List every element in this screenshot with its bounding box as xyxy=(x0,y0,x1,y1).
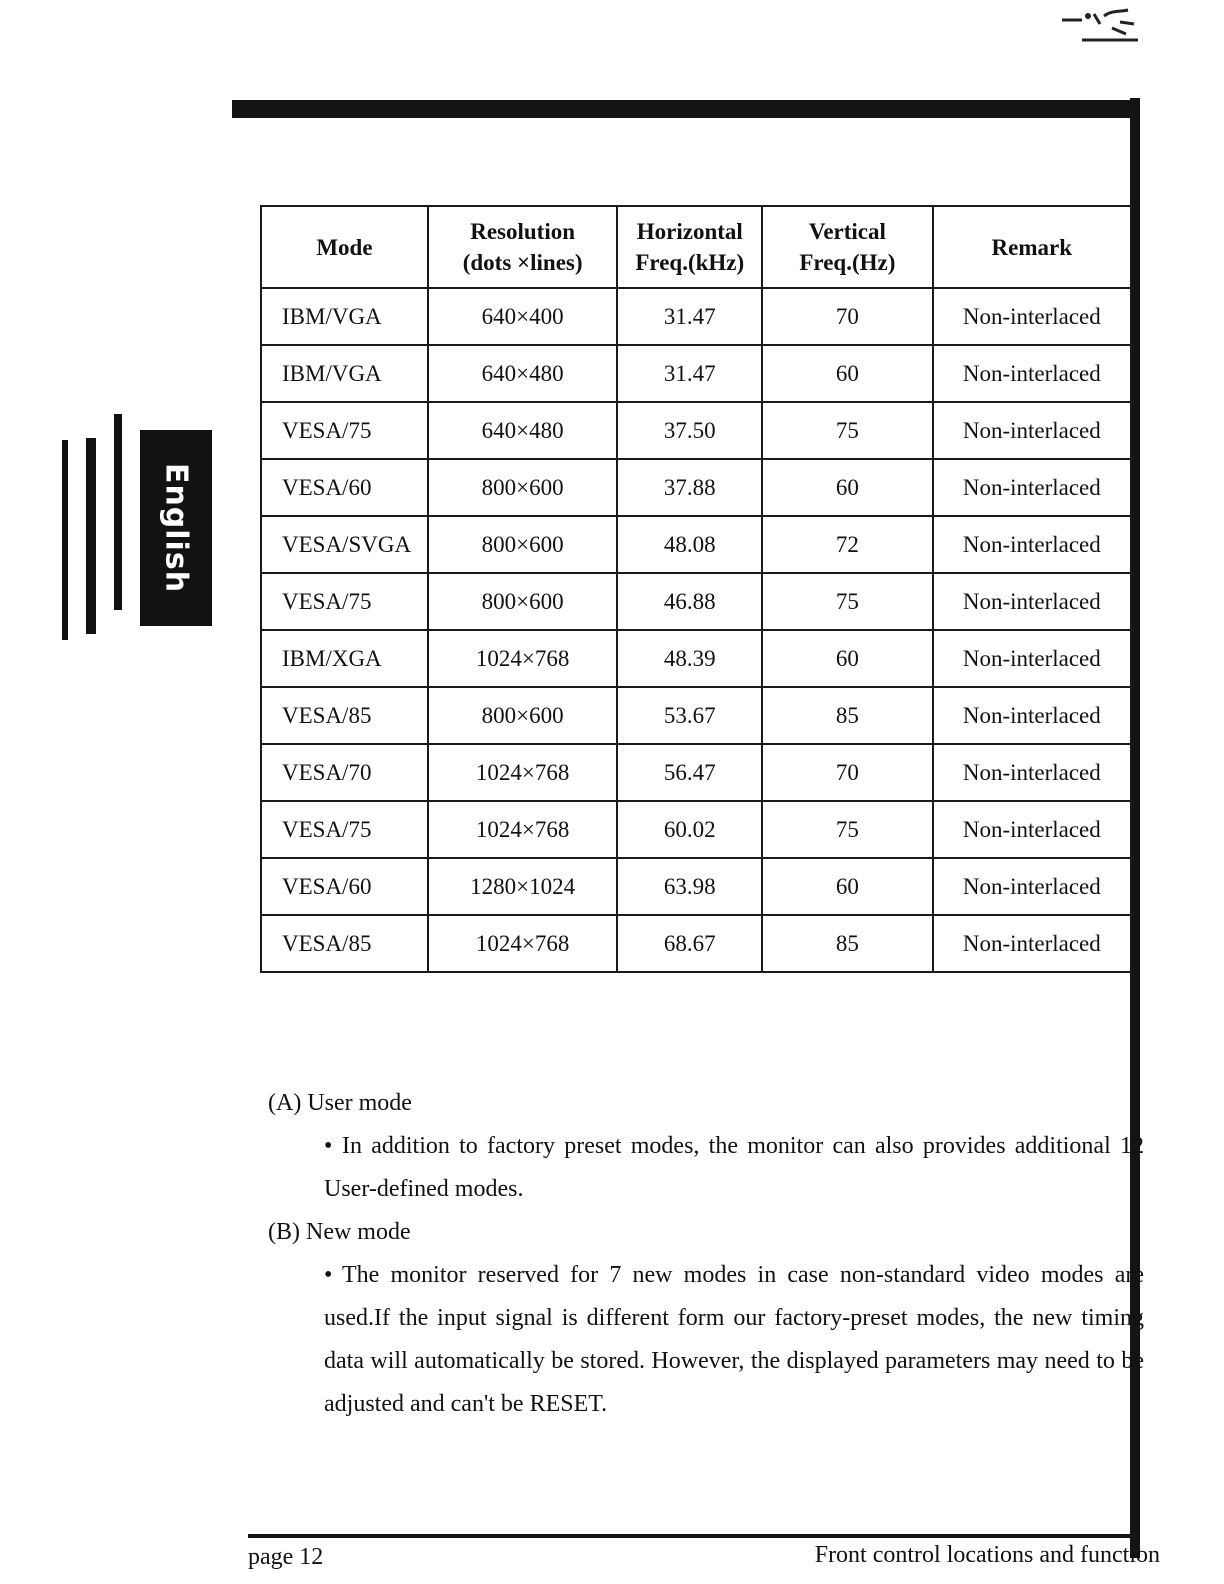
table-row xyxy=(261,801,1131,858)
mode-cell: VESA/60 xyxy=(261,858,428,915)
table-row xyxy=(261,687,1131,744)
language-tab xyxy=(140,430,212,626)
table-row xyxy=(261,345,1131,402)
resolution-cell: 800×600 xyxy=(428,687,618,744)
language-tab-label: English xyxy=(158,462,194,594)
remark-cell: Non-interlaced xyxy=(933,573,1131,630)
table-row xyxy=(261,858,1131,915)
mode-cell: IBM/VGA xyxy=(261,345,428,402)
remark-cell: Non-interlaced xyxy=(933,687,1131,744)
header-horizontal-freq: Horizontal Freq.(kHz) xyxy=(617,206,762,288)
notes-section xyxy=(268,1082,1144,1426)
vertical-freq-cell: 60 xyxy=(762,630,932,687)
vertical-freq-cell: 75 xyxy=(762,402,932,459)
horizontal-freq-cell: 48.08 xyxy=(617,516,762,573)
table-row xyxy=(261,630,1131,687)
vertical-freq-cell: 85 xyxy=(762,915,932,972)
header-vertical-freq: Vertical Freq.(Hz) xyxy=(762,206,932,288)
horizontal-freq-cell: 37.50 xyxy=(617,402,762,459)
horizontal-freq-cell: 37.88 xyxy=(617,459,762,516)
mode-cell: VESA/75 xyxy=(261,801,428,858)
table-row xyxy=(261,459,1131,516)
horizontal-freq-cell: 68.67 xyxy=(617,915,762,972)
mode-cell: VESA/85 xyxy=(261,915,428,972)
mode-cell: VESA/85 xyxy=(261,687,428,744)
table-header xyxy=(261,206,1131,288)
resolution-cell: 1024×768 xyxy=(428,801,618,858)
horizontal-freq-cell: 60.02 xyxy=(617,801,762,858)
resolution-cell: 1024×768 xyxy=(428,915,618,972)
remark-cell: Non-interlaced xyxy=(933,801,1131,858)
remark-cell: Non-interlaced xyxy=(933,402,1131,459)
mode-cell: IBM/VGA xyxy=(261,288,428,345)
table-body xyxy=(261,288,1131,972)
horizontal-freq-cell: 31.47 xyxy=(617,345,762,402)
top-rule xyxy=(232,100,1140,118)
side-bar xyxy=(62,440,68,640)
mode-cell: IBM/XGA xyxy=(261,630,428,687)
vertical-freq-cell: 60 xyxy=(762,345,932,402)
mode-cell: VESA/SVGA xyxy=(261,516,428,573)
resolution-cell: 800×600 xyxy=(428,516,618,573)
horizontal-freq-cell: 46.88 xyxy=(617,573,762,630)
side-bar xyxy=(86,438,96,634)
user-mode-text: • In addition to factory preset modes, the monitor can also provides additional 12 User-defined modes. xyxy=(324,1125,1144,1211)
header-resolution: Resolution (dots ×lines) xyxy=(428,206,618,288)
table-row xyxy=(261,744,1131,801)
horizontal-freq-cell: 48.39 xyxy=(617,630,762,687)
resolution-cell: 1280×1024 xyxy=(428,858,618,915)
resolution-cell: 640×480 xyxy=(428,345,618,402)
table-row xyxy=(261,573,1131,630)
horizontal-freq-cell: 31.47 xyxy=(617,288,762,345)
vertical-freq-cell: 75 xyxy=(762,573,932,630)
resolution-cell: 800×600 xyxy=(428,573,618,630)
vertical-freq-cell: 85 xyxy=(762,687,932,744)
resolution-cell: 1024×768 xyxy=(428,630,618,687)
resolution-cell: 640×480 xyxy=(428,402,618,459)
remark-cell: Non-interlaced xyxy=(933,516,1131,573)
vertical-freq-cell: 70 xyxy=(762,288,932,345)
new-mode-text: • The monitor reserved for 7 new modes in case non-standard video modes are used.If the input signal is different form our factory-preset modes, the new timing data will automatically be stored. However, the displayed parameters may need to be adjusted and can't be RESET. xyxy=(324,1254,1144,1426)
side-bar xyxy=(114,414,122,610)
corner-scan-mark xyxy=(1042,6,1142,46)
table-row xyxy=(261,288,1131,345)
mode-cell: VESA/75 xyxy=(261,402,428,459)
section-title: Front control locations and function xyxy=(814,1542,1160,1568)
vertical-freq-cell: 60 xyxy=(762,858,932,915)
vertical-freq-cell: 70 xyxy=(762,744,932,801)
bullet: • xyxy=(324,1262,333,1288)
table-row xyxy=(261,402,1131,459)
remark-cell: Non-interlaced xyxy=(933,915,1131,972)
table-row xyxy=(261,516,1131,573)
resolution-cell: 640×400 xyxy=(428,288,618,345)
resolution-cell: 800×600 xyxy=(428,459,618,516)
header-mode: Mode xyxy=(261,206,428,288)
vertical-freq-cell: 60 xyxy=(762,459,932,516)
new-mode-heading: (B) New mode xyxy=(268,1219,411,1245)
timing-modes-table xyxy=(260,205,1132,973)
page-number: page 12 xyxy=(248,1544,324,1570)
remark-cell: Non-interlaced xyxy=(933,345,1131,402)
remark-cell: Non-interlaced xyxy=(933,288,1131,345)
header-remark: Remark xyxy=(933,206,1131,288)
horizontal-freq-cell: 53.67 xyxy=(617,687,762,744)
mode-cell: VESA/60 xyxy=(261,459,428,516)
horizontal-freq-cell: 56.47 xyxy=(617,744,762,801)
remark-cell: Non-interlaced xyxy=(933,630,1131,687)
mode-cell: VESA/75 xyxy=(261,573,428,630)
bottom-rule xyxy=(248,1534,1140,1538)
vertical-freq-cell: 72 xyxy=(762,516,932,573)
resolution-cell: 1024×768 xyxy=(428,744,618,801)
vertical-freq-cell: 75 xyxy=(762,801,932,858)
remark-cell: Non-interlaced xyxy=(933,744,1131,801)
horizontal-freq-cell: 63.98 xyxy=(617,858,762,915)
bullet: • xyxy=(324,1133,333,1159)
remark-cell: Non-interlaced xyxy=(933,459,1131,516)
mode-cell: VESA/70 xyxy=(261,744,428,801)
table-row xyxy=(261,915,1131,972)
user-mode-heading: (A) User mode xyxy=(268,1090,412,1116)
remark-cell: Non-interlaced xyxy=(933,858,1131,915)
